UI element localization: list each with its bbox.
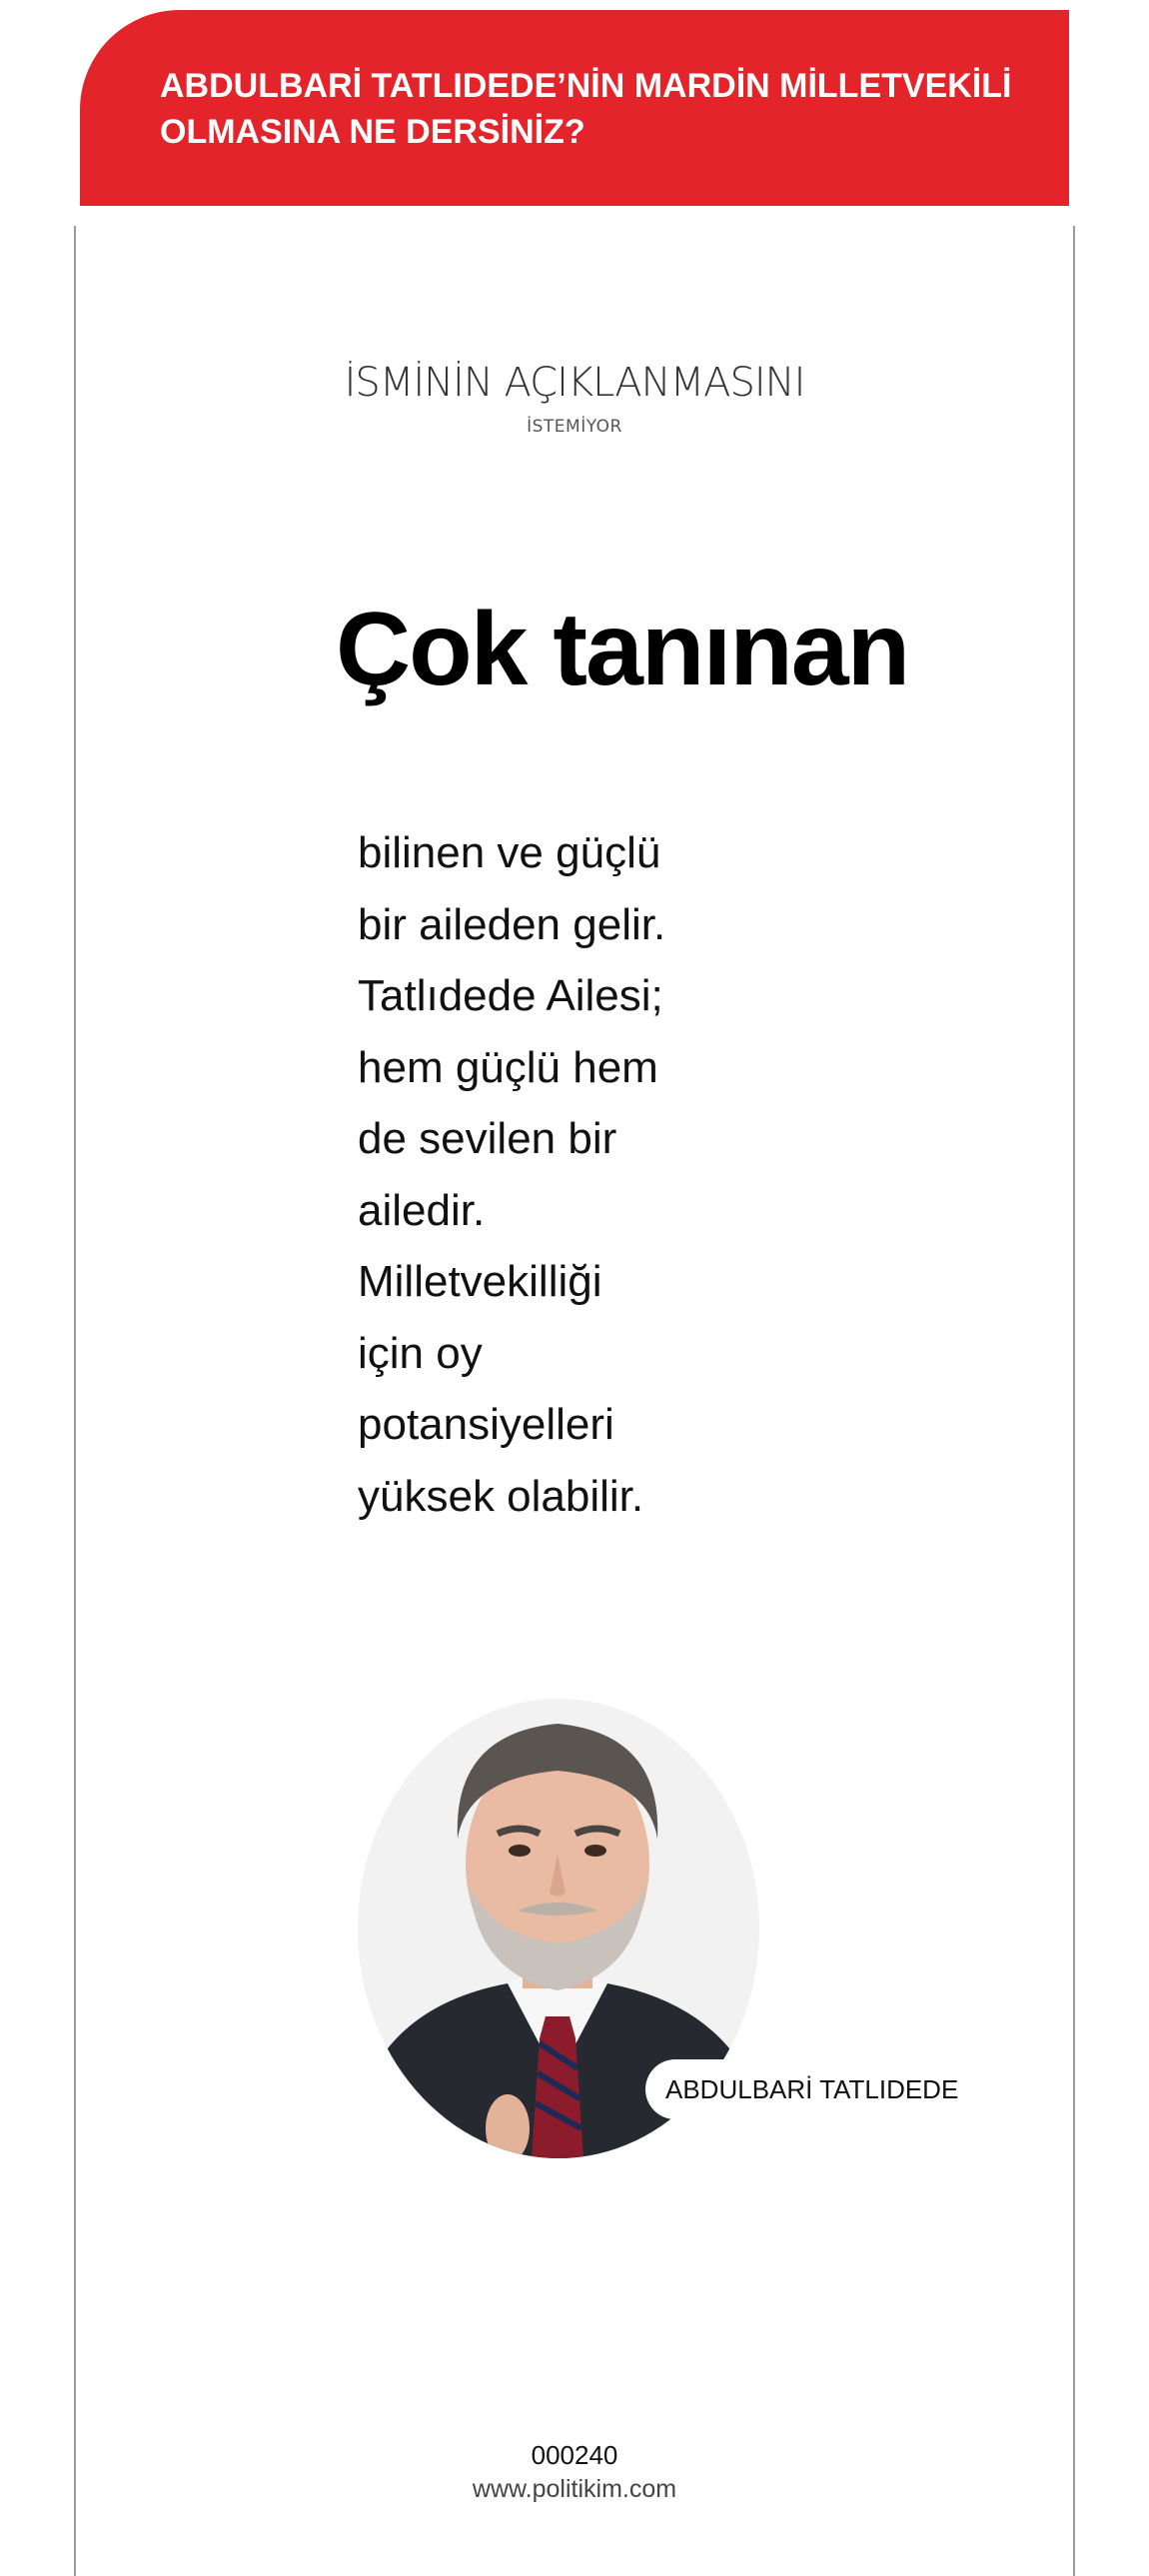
photo-caption: ABDULBARİ TATLIDEDE <box>645 2059 982 2119</box>
article-body: bilinen ve güçlü bir aileden gelir. Tatlıdede Ailesi; hem güçlü hem de sevilen bir ailedir. Milletvekilliği için oy potansiyelleri yüksek olabilir. <box>358 828 666 1521</box>
page-border-left <box>74 226 76 2576</box>
article-headline: Çok tanınan <box>336 592 909 707</box>
footer-code: 000240 <box>531 2440 618 2470</box>
banner-title: ABDULBARİ TATLIDEDE’NİN MARDİN MİLLETVEKİLİ OLMASINA NE DERSİNİZ? <box>160 67 1012 151</box>
footer-url[interactable]: www.politikim.com <box>472 2475 677 2503</box>
header-banner <box>80 10 1069 206</box>
kicker-line: İSMİNİN AÇIKLANMASINI <box>344 360 805 406</box>
page-border-right <box>1073 226 1075 2576</box>
kicker-subline: İSTEMİYOR <box>527 417 622 437</box>
